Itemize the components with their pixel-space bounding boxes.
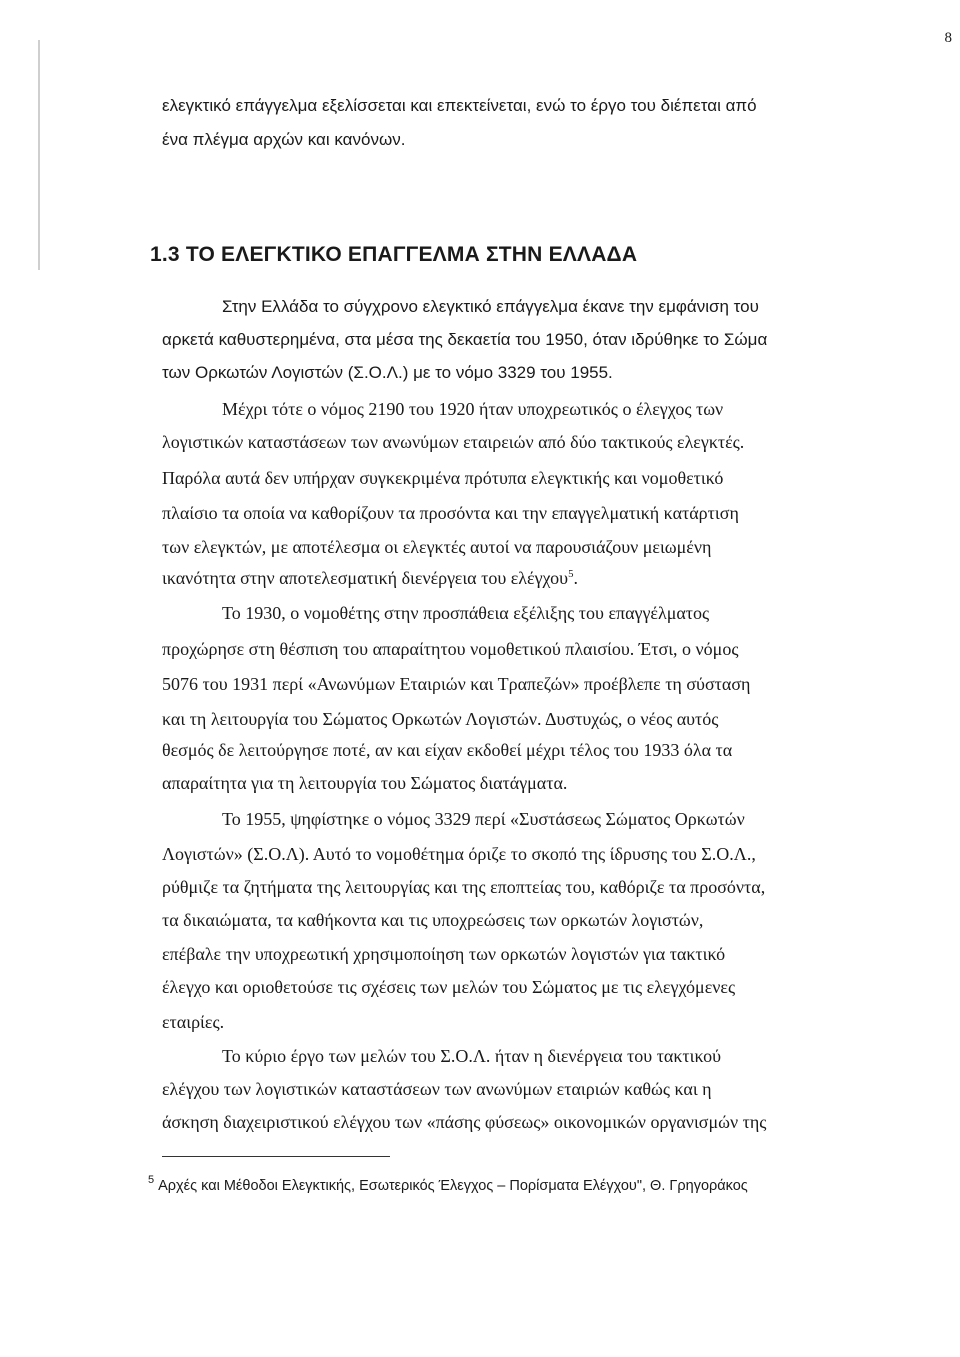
footnote-number: 5 — [148, 1174, 155, 1186]
body-line: Το κύριο έργο των μελών του Σ.Ο.Λ. ήταν η διενέργεια του τακτικού — [222, 1046, 722, 1066]
intro-line: ελεγκτικό επάγγελμα εξελίσσεται και επεκτείνεται, ενώ το έργο του διέπεται από — [162, 96, 757, 115]
body-line: επέβαλε την υποχρεωτική χρησιμοποίηση των ορκωτών λογιστών για τακτικό — [162, 944, 726, 964]
scan-edge-mark — [38, 40, 40, 270]
body-line-with-footnote — [162, 566, 578, 590]
intro-line: ένα πλέγμα αρχών και κανόνων. — [162, 130, 406, 149]
body-line-text: ικανότητα στην αποτελεσματική διενέργεια του ελέγχου — [162, 568, 569, 588]
page-number: 8 — [944, 30, 952, 46]
body-line: Μέχρι τότε ο νόμος 2190 του 1920 ήταν υποχρεωτικός ο έλεγχος των — [222, 399, 724, 419]
body-line: 5076 του 1931 περί «Ανωνύμων Εταιριών και Τραπεζών» προέβλεπε τη σύσταση — [162, 674, 751, 694]
footnote-reference-suffix: . — [573, 568, 578, 588]
footnote-reference: 5 — [568, 568, 574, 580]
body-line: λογιστικών καταστάσεων των ανωνύμων εταιρειών από δύο τακτικούς ελεγκτές. — [162, 432, 745, 452]
body-line: προχώρησε στη θέσπιση του απαραίτητου νομοθετικού πλαισίου. Έτσι, ο νόμος — [162, 639, 739, 659]
body-line: τα δικαιώματα, τα καθήκοντα και τις υποχρεώσεις των ορκωτών λογιστών, — [162, 910, 704, 930]
body-line: Στην Ελλάδα το σύγχρονο ελεγκτικό επάγγελμα έκανε την εμφάνιση του — [222, 297, 759, 316]
body-line: Παρόλα αυτά δεν υπήρχαν συγκεκριμένα πρότυπα ελεγκτικής και νομοθετικό — [162, 468, 724, 488]
footnote-text: Αρχές και Μέθοδοι Ελεγκτικής, Εσωτερικός Έλεγχος – Πορίσματα Ελέγχου", Θ. Γρηγοράκος — [158, 1178, 748, 1194]
body-line: των ελεγκτών, με αποτέλεσμα οι ελεγκτές αυτοί να παρουσιάζουν μειωμένη — [162, 537, 712, 557]
body-line: απαραίτητα για τη λειτουργία του Σώματος διατάγματα. — [162, 773, 568, 793]
body-line: ελέγχου των λογιστικών καταστάσεων των ανωνύμων εταιριών καθώς και η — [162, 1079, 712, 1099]
body-line: Το 1955, ψηφίστηκε ο νόμος 3329 περί «Συστάσεως Σώματος Ορκωτών — [222, 809, 745, 829]
body-line: άσκηση διαχειριστικού ελέγχου των «πάσης φύσεως» οικονομικών οργανισμών της — [162, 1112, 767, 1132]
body-line: και τη λειτουργία του Σώματος Ορκωτών Λογιστών. Δυστυχώς, ο νέος αυτός — [162, 709, 719, 729]
body-line: αρκετά καθυστερημένα, στα μέσα της δεκαετία του 1950, όταν ιδρύθηκε το Σώμα — [162, 330, 768, 349]
footnote — [148, 1174, 748, 1194]
body-line: ρύθμιζε τα ζητήματα της λειτουργίας και της εποπτείας του, καθόριζε τα προσόντα, — [162, 877, 766, 897]
body-line: Το 1930, ο νομοθέτης στην προσπάθεια εξέλιξης του επαγγέλματος — [222, 603, 710, 623]
body-line: έλεγχο και οριοθετούσε τις σχέσεις των μελών του Σώματος με τις ελεγχόμενες — [162, 977, 736, 997]
body-line: Λογιστών» (Σ.Ο.Λ). Αυτό το νομοθέτημα όριζε το σκοπό της ίδρυσης του Σ.Ο.Λ., — [162, 844, 756, 864]
body-line: θεσμός δε λειτούργησε ποτέ, αν και είχαν εκδοθεί μέχρι τέλος του 1933 όλα τα — [162, 740, 733, 760]
footnote-divider — [162, 1156, 390, 1157]
body-line: πλαίσιο τα οποία να καθορίζουν τα προσόντα και την επαγγελματική κατάρτιση — [162, 503, 739, 523]
section-heading: 1.3 ΤΟ ΕΛΕΓΚΤΙΚΟ ΕΠΑΓΓΕΛΜΑ ΣΤΗΝ ΕΛΛΑΔΑ — [150, 243, 638, 266]
body-line: εταιρίες. — [162, 1012, 225, 1032]
body-line: των Ορκωτών Λογιστών (Σ.Ο.Λ.) με το νόμο 3329 του 1955. — [162, 363, 613, 382]
